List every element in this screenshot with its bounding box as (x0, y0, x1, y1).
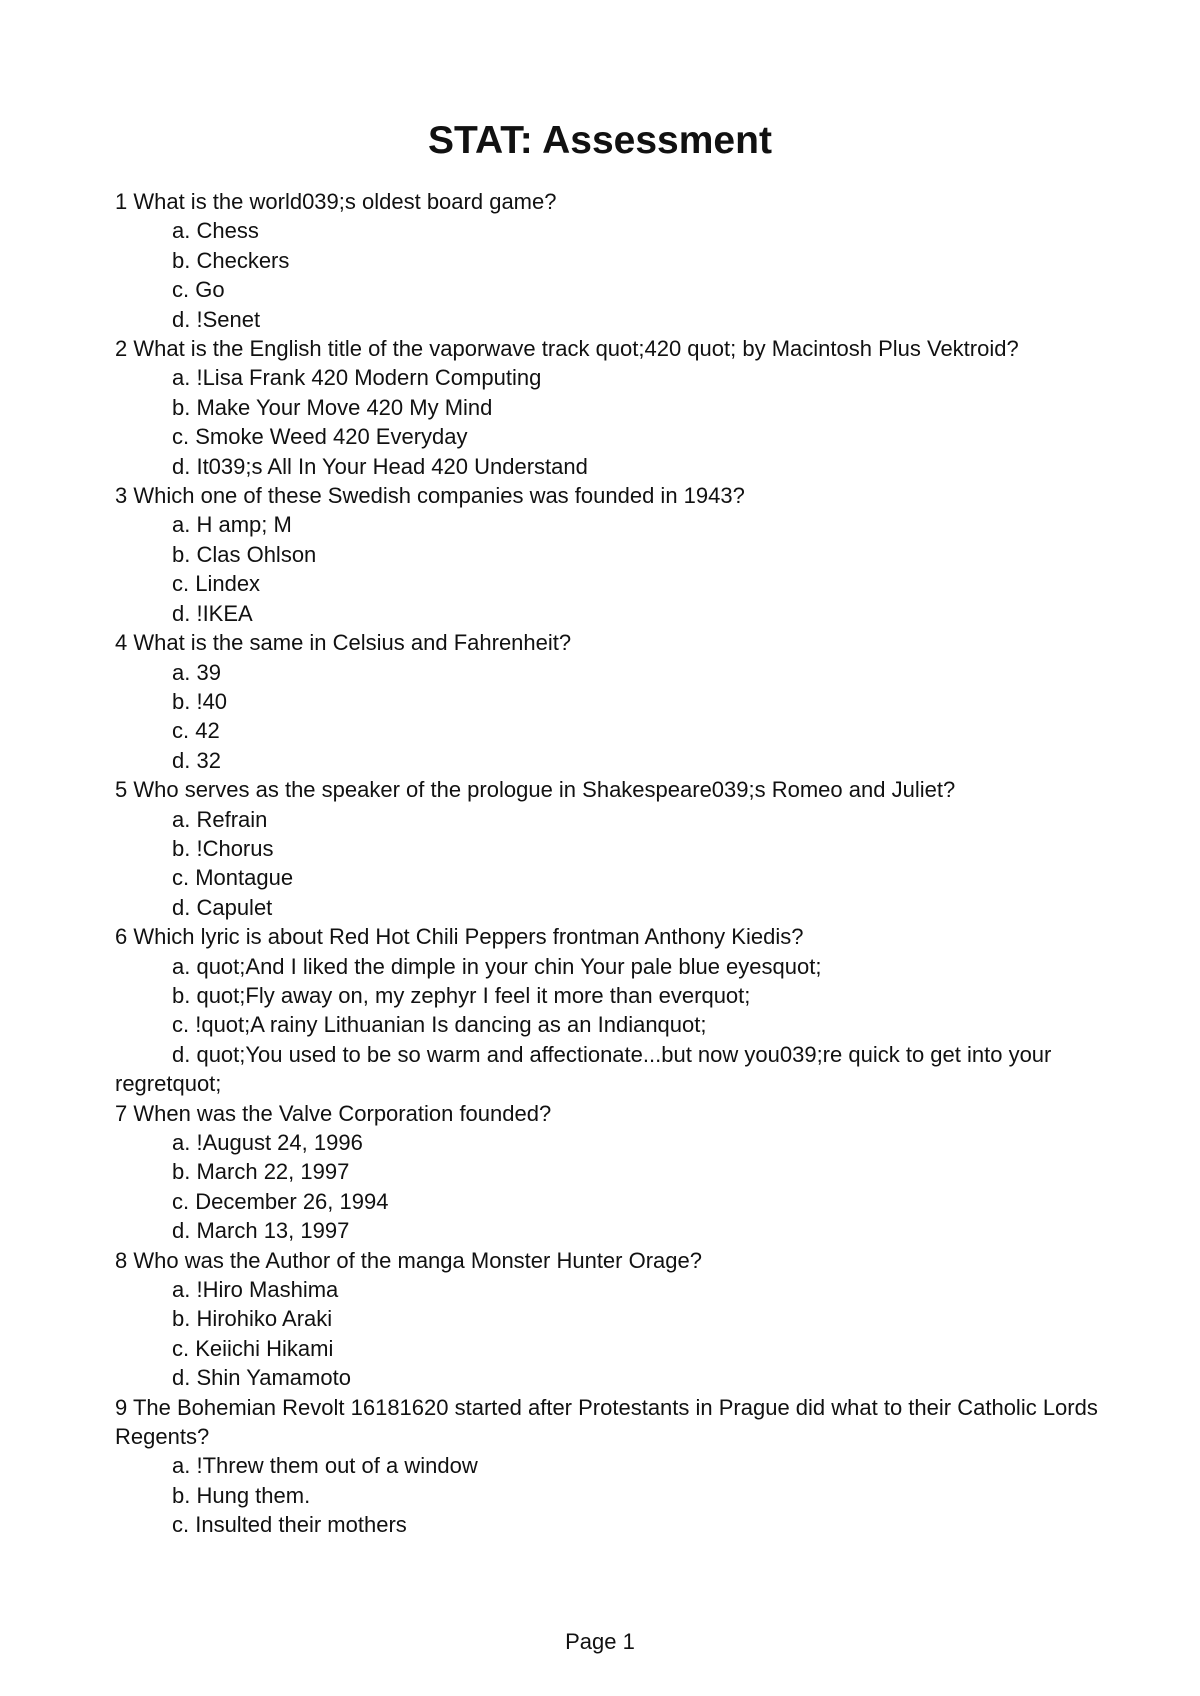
answer-options (115, 952, 1105, 1099)
question-text: 5 Who serves as the speaker of the prologue in Shakespeare039;s Romeo and Juliet? (115, 777, 956, 803)
answer-option: b. Make Your Move 420 My Mind (172, 394, 493, 420)
answer-option: c. Lindex (172, 571, 261, 597)
answer-options (115, 658, 1105, 776)
answer-option: c. Montague (172, 865, 294, 891)
answer-option: b. !40 (172, 688, 228, 714)
question-6 (115, 922, 1105, 1098)
question-7 (115, 1099, 1105, 1246)
question-2 (115, 334, 1105, 481)
answer-option: c. Insulted their mothers (172, 1512, 407, 1538)
question-text: 7 When was the Valve Corporation founded? (115, 1100, 552, 1126)
answer-option: a. 39 (172, 659, 221, 685)
answer-option: a. !August 24, 1996 (172, 1130, 363, 1155)
question-8 (115, 1246, 1105, 1393)
answer-options (115, 805, 1105, 923)
answer-option: c. Keiichi Hikami (172, 1335, 334, 1361)
answer-option: c. Smoke Weed 420 Everyday (172, 424, 468, 450)
answer-option: a. !Lisa Frank 420 Modern Computing (172, 365, 542, 391)
answer-option: d. 32 (172, 747, 221, 773)
answer-option: a. Chess (172, 218, 259, 244)
question-text: 2 What is the English title of the vaporwave track quot;420 quot; by Macintosh Plus Vektroid? (115, 336, 1019, 362)
answer-options (115, 1275, 1105, 1393)
answer-options (115, 1128, 1105, 1246)
question-text: 3 Which one of these Swedish companies was founded in 1943? (115, 483, 745, 509)
answer-option: d. !IKEA (172, 600, 253, 626)
answer-option: a. Refrain (172, 806, 268, 832)
answer-option: b. Clas Ohlson (172, 541, 317, 567)
question-text: 6 Which lyric is about Red Hot Chili Peppers frontman Anthony Kiedis? (115, 924, 804, 950)
question-text: 4 What is the same in Celsius and Fahrenheit? (115, 630, 572, 656)
answer-option: a. H amp; M (172, 512, 292, 538)
answer-option: c. !quot;A rainy Lithuanian Is dancing as an Indianquot; (172, 1012, 707, 1038)
question-9 (115, 1393, 1105, 1540)
answer-option: c. December 26, 1994 (172, 1188, 389, 1214)
answer-option: b. Hung them. (172, 1482, 311, 1508)
answer-option: d. Shin Yamamoto (172, 1365, 351, 1391)
answer-option: d. It039;s All In Your Head 420 Understand (172, 453, 588, 479)
answer-option: d. Capulet (172, 894, 273, 920)
answer-option: b. !Chorus (172, 835, 274, 861)
answer-option: c. 42 (172, 718, 220, 744)
question-1 (115, 187, 1105, 334)
answer-option: b. quot;Fly away on, my zephyr I feel it more than everquot; (172, 982, 751, 1008)
answer-option: c. Go (172, 277, 225, 303)
answer-options (115, 363, 1105, 481)
answer-option: d. !Senet (172, 306, 261, 332)
answer-option: d. March 13, 1997 (172, 1218, 350, 1244)
question-4 (115, 628, 1105, 775)
answer-option: b. March 22, 1997 (172, 1159, 350, 1185)
answer-option: b. Hirohiko Araki (172, 1306, 333, 1332)
question-list (115, 187, 1105, 1540)
page-title: STAT: Assessment (428, 119, 772, 162)
answer-option: a. !Threw them out of a window (172, 1453, 478, 1479)
question-text: 1 What is the world039;s oldest board game? (115, 189, 557, 214)
answer-option: b. Checkers (172, 247, 290, 273)
question-5 (115, 775, 1105, 922)
answer-option: a. !Hiro Mashima (172, 1277, 339, 1303)
answer-options (115, 510, 1105, 628)
answer-option: d. quot;You used to be so warm and affectionate...but now you039;re quick to get into your regretquot; (115, 1041, 1052, 1097)
question-text: 8 Who was the Author of the manga Monster Hunter Orage? (115, 1247, 702, 1273)
question-text: 9 The Bohemian Revolt 16181620 started after Protestants in Prague did what to their Catholic Lords Regents? (115, 1394, 1098, 1450)
answer-option: a. quot;And I liked the dimple in your chin Your pale blue eyesquot; (172, 953, 822, 979)
answer-options (115, 1451, 1105, 1539)
page-number: Page 1 (565, 1629, 635, 1654)
question-3 (115, 481, 1105, 628)
answer-options (115, 216, 1105, 334)
